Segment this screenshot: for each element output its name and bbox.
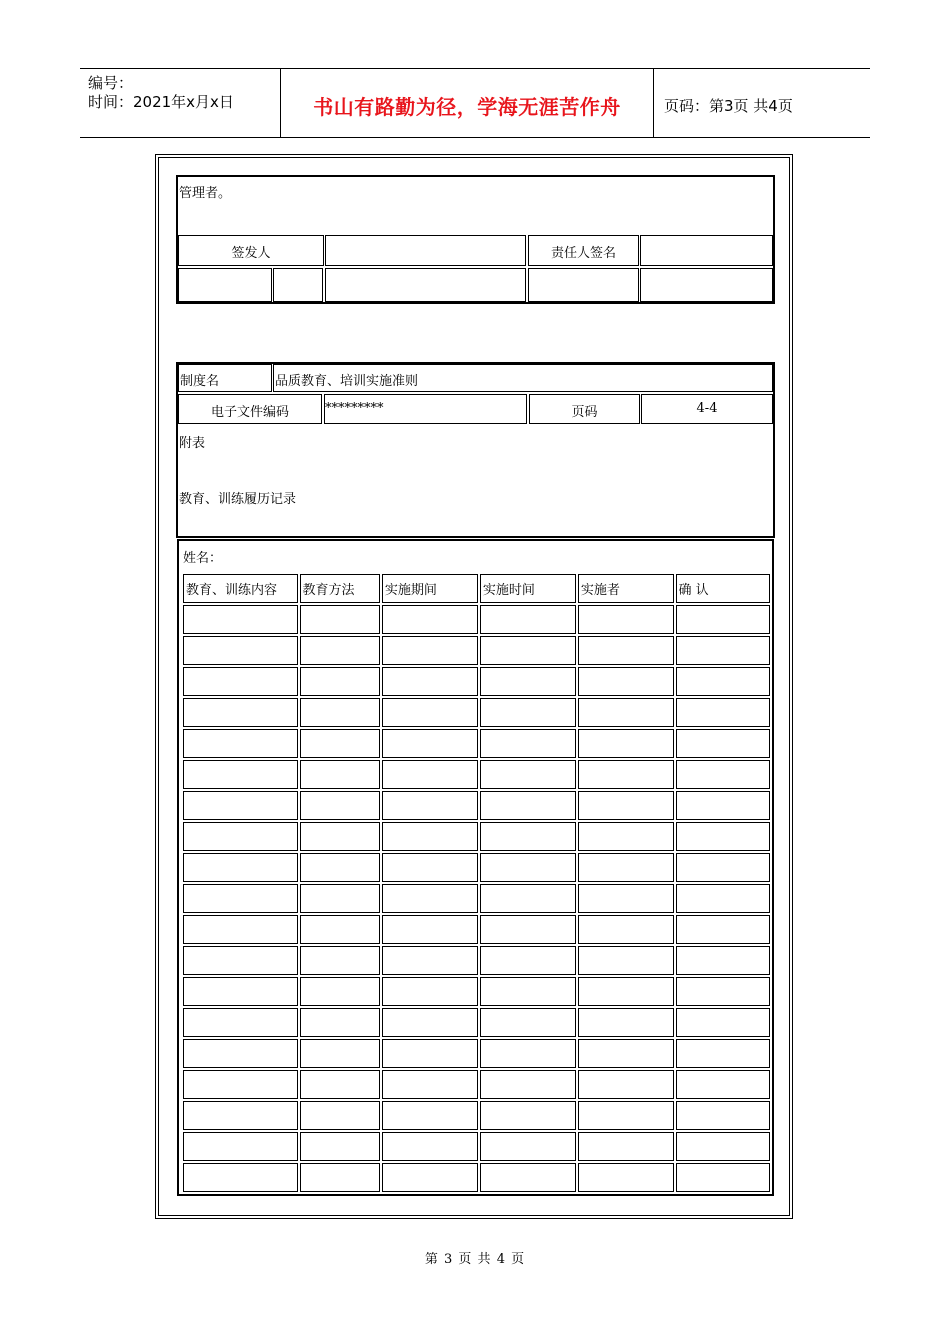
table-cell[interactable] (480, 636, 576, 665)
table-cell[interactable] (300, 822, 380, 851)
table-cell[interactable] (382, 884, 478, 913)
table-cell[interactable] (578, 729, 674, 758)
table-cell[interactable] (676, 1008, 771, 1037)
table-cell[interactable] (382, 977, 478, 1006)
table-cell[interactable] (480, 1039, 576, 1068)
table-row (183, 977, 770, 1006)
column-header-confirm: 确 认 (676, 574, 771, 603)
table-cell[interactable] (183, 1132, 298, 1161)
table-cell[interactable] (382, 791, 478, 820)
table-row (183, 605, 770, 634)
signature-cell-5[interactable] (640, 268, 773, 302)
table-cell[interactable] (480, 1132, 576, 1161)
table-cell[interactable] (676, 884, 771, 913)
table-cell[interactable] (578, 1039, 674, 1068)
file-code-value-cell (324, 394, 527, 424)
table-cell[interactable] (183, 667, 298, 696)
responsible-value-cell[interactable] (640, 235, 773, 266)
table-row (183, 1101, 770, 1130)
table-cell[interactable] (382, 946, 478, 975)
table-cell[interactable] (676, 667, 771, 696)
table-cell[interactable] (300, 853, 380, 882)
table-cell[interactable] (480, 822, 576, 851)
table-row (183, 1132, 770, 1161)
table-row (183, 729, 770, 758)
table-cell[interactable] (578, 605, 674, 634)
table-row (183, 822, 770, 851)
table-cell[interactable] (676, 605, 771, 634)
table-cell[interactable] (480, 729, 576, 758)
table-cell[interactable] (183, 977, 298, 1006)
column-header-time: 实施时间 (480, 574, 576, 603)
table-cell[interactable] (676, 1039, 771, 1068)
table-row (183, 853, 770, 882)
issuer-label-cell (178, 235, 324, 266)
rule-name-value-cell (273, 364, 773, 392)
table-row (183, 915, 770, 944)
table-row (183, 1070, 770, 1099)
table-cell[interactable] (382, 605, 478, 634)
table-cell[interactable] (480, 1008, 576, 1037)
table-cell[interactable] (382, 729, 478, 758)
table-cell[interactable] (578, 791, 674, 820)
record-title: 教育、训练履历记录 (179, 492, 297, 507)
page-label-cell (529, 394, 640, 424)
table-cell[interactable] (183, 1008, 298, 1037)
table-cell[interactable] (382, 1039, 478, 1068)
table-cell[interactable] (382, 822, 478, 851)
table-cell[interactable] (183, 1039, 298, 1068)
table-cell[interactable] (480, 884, 576, 913)
rule-name-value: 品质教育、培训实施准则 (275, 374, 419, 389)
table-cell[interactable] (300, 946, 380, 975)
table-cell[interactable] (300, 1132, 380, 1161)
table-cell[interactable] (578, 1070, 674, 1099)
table-cell[interactable] (183, 884, 298, 913)
training-record-table (177, 539, 774, 1196)
column-header-period: 实施期间 (382, 574, 478, 603)
table-cell[interactable] (480, 1163, 576, 1192)
signature-cell-2[interactable] (273, 268, 323, 302)
header-info-cell (80, 69, 281, 137)
page-footer: 第 3 页 共 4 页 (424, 1252, 526, 1267)
table-cell[interactable] (300, 667, 380, 696)
table-cell[interactable] (578, 1008, 674, 1037)
table-cell[interactable] (480, 1101, 576, 1130)
table-cell[interactable] (578, 760, 674, 789)
table-cell[interactable] (382, 853, 478, 882)
table-cell[interactable] (300, 1163, 380, 1192)
table-cell[interactable] (676, 977, 771, 1006)
table-cell[interactable] (676, 1070, 771, 1099)
doc-number-label: 编号： (88, 74, 134, 92)
training-record-grid (181, 572, 772, 1194)
table-cell[interactable] (183, 946, 298, 975)
signature-cell-3[interactable] (325, 268, 526, 302)
table-cell[interactable] (382, 915, 478, 944)
table-cell[interactable] (382, 1008, 478, 1037)
table-row (183, 791, 770, 820)
issuer-label: 签发人 (231, 246, 271, 261)
responsible-label: 责任人签名 (550, 246, 616, 261)
table-cell[interactable] (382, 1163, 478, 1192)
table-cell[interactable] (183, 853, 298, 882)
table-cell[interactable] (676, 1132, 771, 1161)
table-cell[interactable] (300, 884, 380, 913)
table-cell[interactable] (578, 636, 674, 665)
table-cell[interactable] (480, 915, 576, 944)
table-cell[interactable] (183, 1163, 298, 1192)
table-cell[interactable] (300, 636, 380, 665)
table-row (183, 1008, 770, 1037)
manager-text: 管理者。 (179, 186, 232, 201)
table-cell[interactable] (183, 1101, 298, 1130)
table-cell[interactable] (300, 1008, 380, 1037)
table-row (183, 667, 770, 696)
file-code-label: 电子文件编码 (210, 405, 289, 420)
table-cell[interactable] (183, 915, 298, 944)
table-cell[interactable] (183, 760, 298, 789)
table-row (183, 946, 770, 975)
table-cell[interactable] (578, 1101, 674, 1130)
table-cell[interactable] (183, 605, 298, 634)
table-cell[interactable] (676, 1163, 771, 1192)
table-cell[interactable] (480, 667, 576, 696)
table-cell[interactable] (676, 946, 771, 975)
table-cell[interactable] (300, 605, 380, 634)
table-cell[interactable] (578, 977, 674, 1006)
column-header-implementer: 实施者 (578, 574, 674, 603)
table-cell[interactable] (300, 698, 380, 727)
table-cell[interactable] (300, 1039, 380, 1068)
rule-name-label: 制度名 (180, 374, 220, 389)
table-cell[interactable] (300, 1070, 380, 1099)
table-cell[interactable] (382, 1101, 478, 1130)
file-code-value: ********* (325, 401, 384, 416)
table-cell[interactable] (300, 915, 380, 944)
table-cell[interactable] (382, 698, 478, 727)
table-cell[interactable] (578, 915, 674, 944)
table-header-row (183, 574, 770, 603)
column-header-method: 教育方法 (300, 574, 380, 603)
table-cell[interactable] (183, 698, 298, 727)
table-cell[interactable] (676, 698, 771, 727)
table-cell[interactable] (183, 1070, 298, 1099)
table-cell[interactable] (183, 729, 298, 758)
slogan: 书山有路勤为径，学海无涯苦作舟 (313, 95, 621, 119)
table-cell[interactable] (676, 1101, 771, 1130)
header-page-number: 页码：第3页 共4页 (664, 97, 793, 115)
table-row (183, 760, 770, 789)
table-cell[interactable] (480, 698, 576, 727)
signature-cell-4[interactable] (528, 268, 639, 302)
table-cell[interactable] (382, 1070, 478, 1099)
table-cell[interactable] (578, 698, 674, 727)
table-cell[interactable] (382, 636, 478, 665)
table-cell[interactable] (300, 760, 380, 789)
table-cell[interactable] (480, 853, 576, 882)
table-row (183, 636, 770, 665)
header-page-cell (654, 69, 870, 137)
responsible-label-cell (528, 235, 639, 266)
table-cell[interactable] (676, 915, 771, 944)
table-cell[interactable] (300, 729, 380, 758)
table-cell[interactable] (480, 791, 576, 820)
table-cell[interactable] (300, 791, 380, 820)
table-cell[interactable] (578, 1163, 674, 1192)
table-row (183, 884, 770, 913)
table-cell[interactable] (183, 822, 298, 851)
table-cell[interactable] (676, 729, 771, 758)
table-cell[interactable] (480, 946, 576, 975)
name-label: 姓名： (183, 551, 223, 566)
table-cell[interactable] (382, 760, 478, 789)
table-cell[interactable] (480, 760, 576, 789)
table-cell[interactable] (676, 636, 771, 665)
date-text: 时间：2021年x月x日 (88, 93, 234, 111)
table-cell[interactable] (578, 667, 674, 696)
page-label: 页码 (571, 405, 598, 420)
table-row (183, 1163, 770, 1192)
table-cell[interactable] (382, 1132, 478, 1161)
appendix-label: 附表 (179, 436, 206, 451)
table-cell[interactable] (480, 1070, 576, 1099)
table-cell[interactable] (183, 636, 298, 665)
table-cell[interactable] (183, 791, 298, 820)
table-cell[interactable] (676, 853, 771, 882)
table-cell[interactable] (578, 884, 674, 913)
issuer-value-cell[interactable] (325, 235, 526, 266)
page-value: 4-4 (696, 401, 718, 416)
page-value-cell (641, 394, 773, 424)
table-cell[interactable] (300, 1101, 380, 1130)
table-cell[interactable] (480, 977, 576, 1006)
table-cell[interactable] (676, 822, 771, 851)
table-cell[interactable] (578, 853, 674, 882)
table-cell[interactable] (676, 760, 771, 789)
page-header (80, 68, 870, 138)
rule-name-label-cell (178, 364, 272, 392)
table-cell[interactable] (300, 977, 380, 1006)
table-cell[interactable] (578, 822, 674, 851)
table-row (183, 1039, 770, 1068)
table-cell[interactable] (578, 1132, 674, 1161)
table-cell[interactable] (480, 605, 576, 634)
file-code-label-cell (178, 394, 322, 424)
table-cell[interactable] (382, 667, 478, 696)
signature-cell-1[interactable] (178, 268, 272, 302)
header-slogan-cell (281, 69, 654, 137)
table-cell[interactable] (578, 946, 674, 975)
table-cell[interactable] (676, 791, 771, 820)
table-row (183, 698, 770, 727)
column-header-content: 教育、训练内容 (183, 574, 298, 603)
